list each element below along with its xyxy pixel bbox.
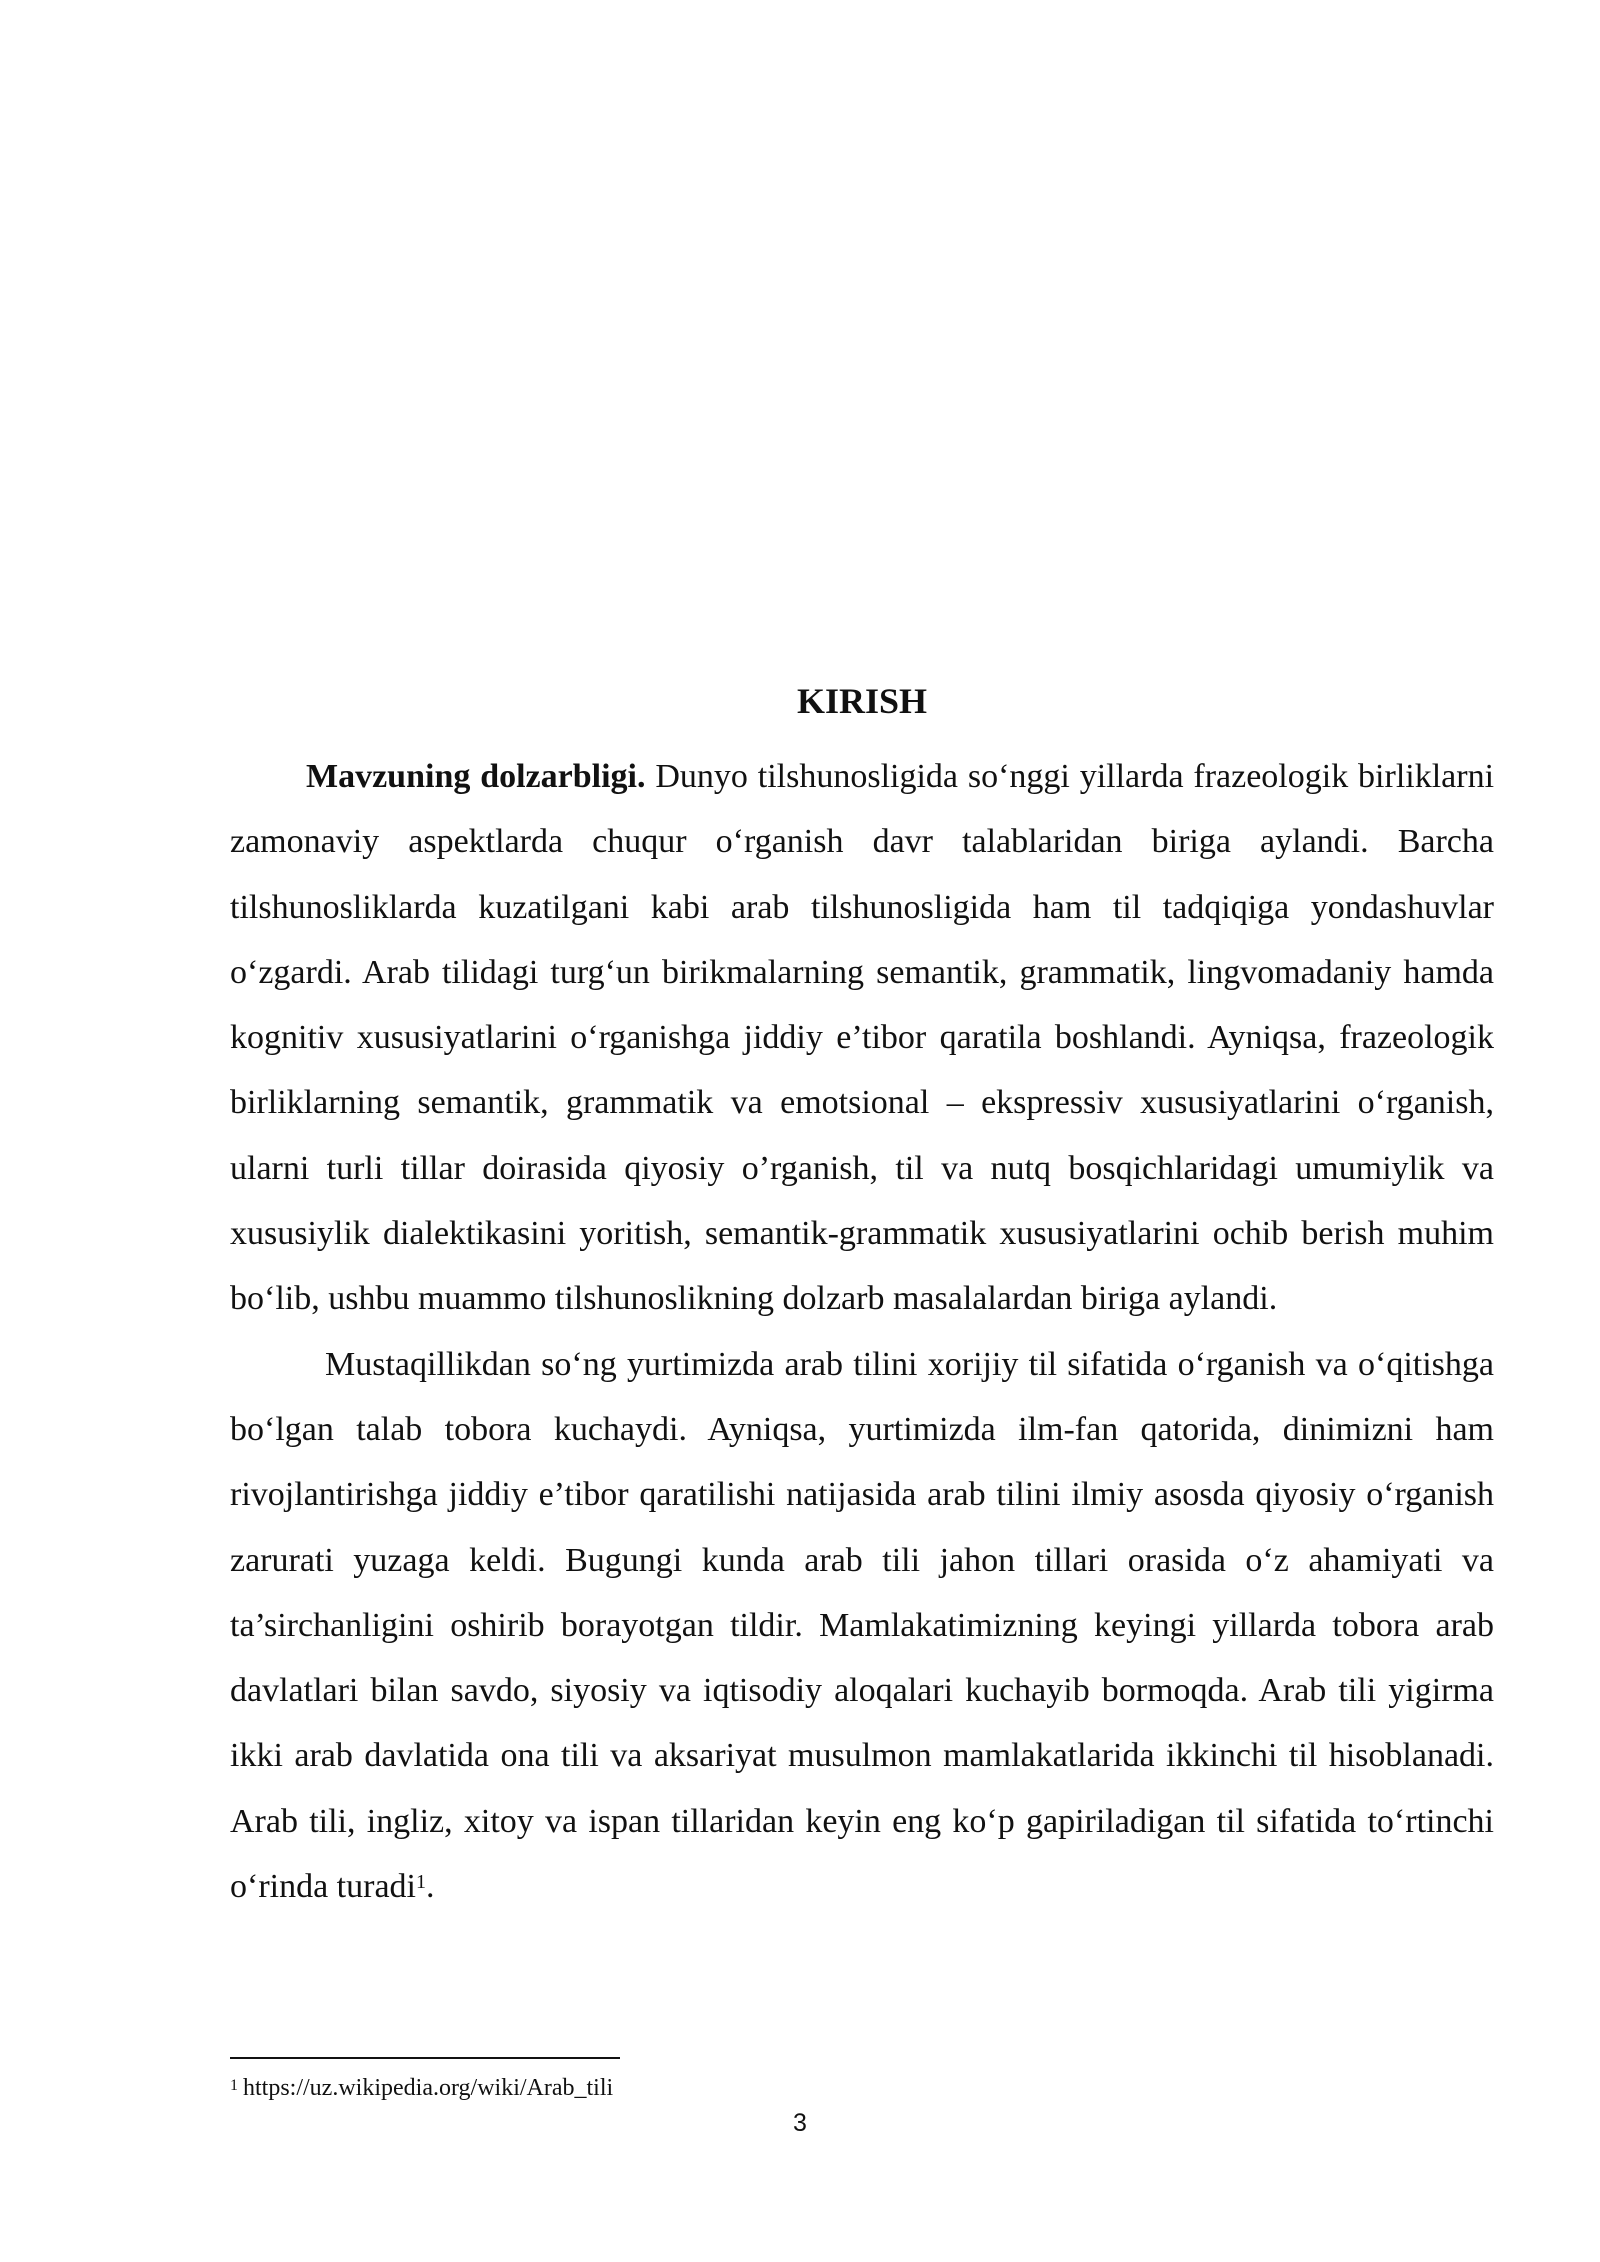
footnote-reference[interactable]: 1	[416, 1871, 426, 1894]
paragraph-lead: Mavzuning dolzarbligi.	[306, 758, 646, 795]
paragraph-end: .	[426, 1868, 435, 1906]
footnote-number: 1	[230, 2077, 238, 2094]
document-body	[230, 744, 1494, 1919]
paragraph-independence	[230, 1332, 1494, 1920]
paragraph-text: Mustaqillikdan so‘ng yurtimizda arab tilini xorijiy til sifatida o‘rganish va o‘qitishga bo‘lgan talab tobora kuchaydi. Ayniqsa, yurtimizda ilm-fan qatorida, dinimizni ham rivojlantirishga jiddiy e’tibor qaratilishi natijasida arab tilini ilmiy asosda qiyosiy o‘rganish zarurati yuzaga keldi. Bugungi kunda arab tili jahon tillari orasida o‘z ahamiyati va ta’sirchanligini oshirib borayotgan tildir. Mamlakatimizning keyingi yillarda tobora arab davlatlari bilan savdo, siyosiy va iqtisodiy aloqalari kuchayib bormoqda. Arab tili yigirma ikki arab davlatida ona tili va aksariyat musulmon mamlakatlarida ikkinchi til hisoblanadi. Arab tili, ingliz, xitoy va ispan tillaridan keyin eng ko‘p gapiriladigan til sifatida to‘rtinchi o‘rinda turadi	[230, 1345, 1494, 1906]
page-title: KIRISH	[796, 681, 928, 721]
footnote	[230, 2072, 613, 2104]
footnote-link[interactable]: https://uz.wikipedia.org/wiki/Arab_tili	[243, 2075, 614, 2101]
paragraph-text: Dunyo tilshunosligida so‘nggi yillarda frazeologik birliklarni zamonaviy aspektlarda chuqur o‘rganish davr talablaridan biriga aylandi. Barcha tilshunosliklarda kuzatilgani kabi arab tilshunosligida ham til tadqiqiga yondashuvlar o‘zgardi. Arab tilidagi turg‘un birikmalarning semantik, grammatik, lingvomadaniy hamda kognitiv xususiyatlarini o‘rganishga jiddiy e’tibor qaratila boshlandi. Ayniqsa, frazeologik birliklarning semantik, grammatik va emotsional – ekspressiv xususiyatlarini o‘rganish, ularni turli tillar doirasida qiyosiy o’rganish, til va nutq bosqichlaridagi umumiylik va xususiylik dialektikasini yoritish, semantik-grammatik xususiyatlarini ochib berish muhim bo‘lib, ushbu muammo tilshunoslikning dolzarb masalalardan biriga aylandi.	[230, 758, 1495, 1318]
page-number: 3	[793, 2109, 807, 2137]
footnote-divider	[230, 2057, 620, 2059]
paragraph-relevance	[230, 744, 1494, 1332]
